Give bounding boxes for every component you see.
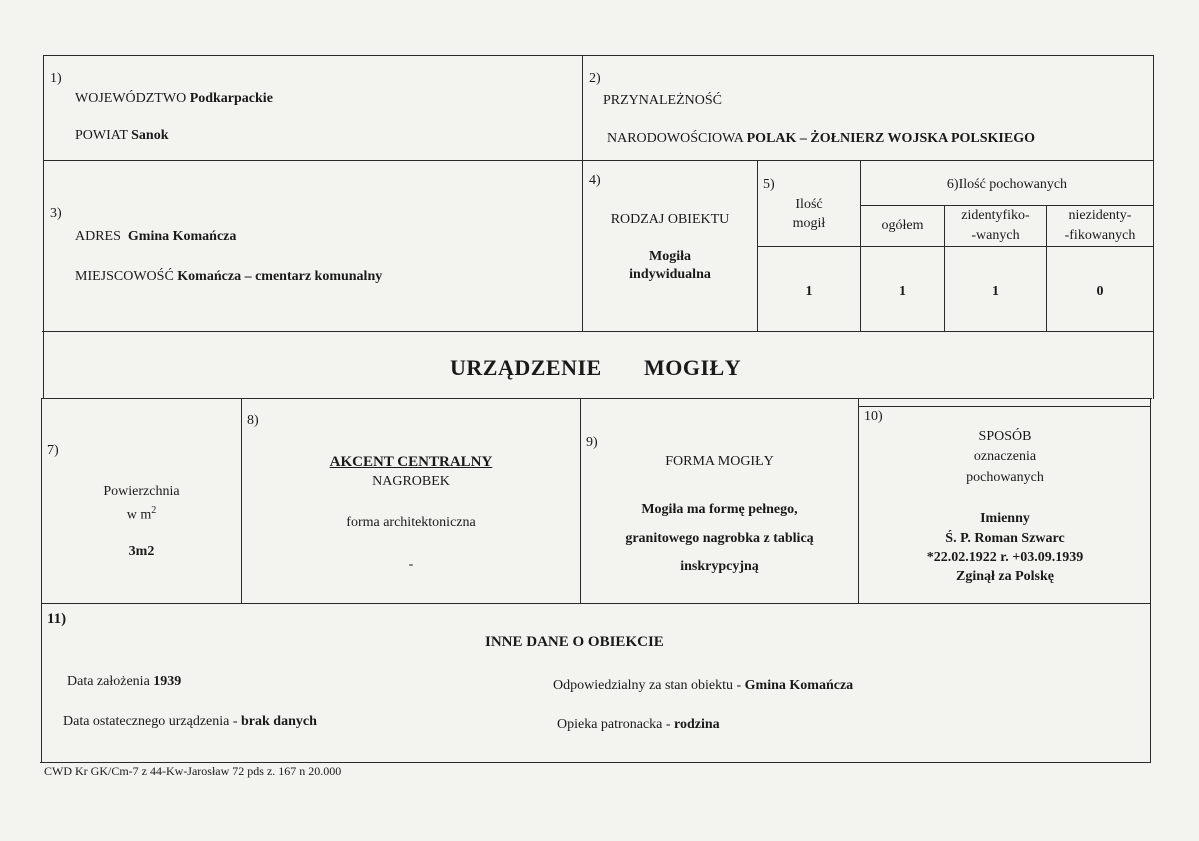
locality-value: Komańcza – cmentarz komunalny xyxy=(177,269,383,284)
buried-unidentified-value-text: 0 xyxy=(1096,284,1104,299)
cell10-number: 10) xyxy=(864,409,883,424)
rule-row1 xyxy=(43,160,1154,161)
buried-person-dates-text: *22.02.1922 r. +03.09.1939 xyxy=(926,550,1084,565)
buried-person-note-text: Zginął za Polskę xyxy=(955,569,1054,584)
voivodeship-field xyxy=(75,90,273,107)
address-value: Gmina Komańcza xyxy=(127,229,237,244)
area-value xyxy=(42,543,241,560)
rule-col5 xyxy=(757,160,758,331)
marking-method-value-1 xyxy=(859,510,1151,527)
final-arrangement-label: Data ostatecznego urządzenia - xyxy=(63,714,238,729)
buried-unidentified-value xyxy=(1047,283,1153,300)
voivodeship-label: WOJEWÓDZTWO xyxy=(75,91,187,106)
district-label: POWIAT xyxy=(75,128,128,143)
nationality-label-1: PRZYNALEŻNOŚĆ xyxy=(603,93,723,108)
buried-identified-label-2: -wanych xyxy=(971,228,1020,243)
cell3-number: 3) xyxy=(50,206,62,221)
cell5-number: 5) xyxy=(763,177,775,192)
rule-right-a xyxy=(1153,55,1154,399)
patronage-label: Opieka patronacka - xyxy=(557,717,671,732)
marking-method-label-3: pochowanych xyxy=(966,470,1044,485)
buried-total-value xyxy=(861,283,944,300)
area-value-text: 3m2 xyxy=(128,544,155,559)
nationality-label-2: NARODOWOŚCIOWA xyxy=(607,131,744,146)
nationality-value: POLAK – ŻOŁNIERZ WOJSKA POLSKIEGO xyxy=(746,131,1035,146)
buried-identified-value xyxy=(945,283,1046,300)
buried-identified-label-1: zidentyfiko- xyxy=(961,208,1030,223)
rule-col6-sub xyxy=(860,205,1153,206)
final-arrangement-value: brak danych xyxy=(241,714,317,729)
rule-row2 xyxy=(42,331,1154,332)
address-field xyxy=(75,228,236,245)
buried-total-label: ogółem xyxy=(881,218,924,233)
cell4-number: 4) xyxy=(589,173,601,188)
graves-count-value-text: 1 xyxy=(805,284,813,299)
buried-person-name-text: Ś. P. Roman Szwarc xyxy=(945,531,1065,546)
object-type-value-2-text: indywidualna xyxy=(629,267,711,282)
central-accent-heading xyxy=(242,454,580,471)
object-type-label: RODZAJ OBIEKTU xyxy=(610,212,730,227)
rule-left-a xyxy=(43,55,44,399)
graves-count-label-1: Ilość xyxy=(795,197,823,212)
object-type-value-1-text: Mogiła xyxy=(649,249,691,264)
cell8-number: 8) xyxy=(247,413,259,428)
area-label-2-text: w m xyxy=(126,507,152,523)
address-label: ADRES xyxy=(75,229,121,244)
architectural-form-value: - xyxy=(408,557,414,572)
buried-person-name xyxy=(859,530,1151,547)
tombstone-label: NAGROBEK xyxy=(372,474,450,489)
form-footer-code: CWD Kr GK/Cm-7 z 44-Kw-Jarosław 72 pds z. 167 n 20.000 xyxy=(44,764,342,778)
marking-method-value-1-text: Imienny xyxy=(980,511,1030,526)
grave-form-value-3-text: inskrypcyjną xyxy=(680,559,759,574)
grave-form-value-2-text: granitowego nagrobka z tablicą xyxy=(625,531,814,546)
rule-left-b xyxy=(41,398,42,762)
rule-col-mid xyxy=(582,55,583,331)
cell7-number: 7) xyxy=(47,443,59,458)
graves-count-value xyxy=(758,283,860,300)
rule-cell10-top xyxy=(858,406,1151,407)
area-label-2 xyxy=(42,502,241,524)
marking-method-label-2: oznaczenia xyxy=(973,449,1037,464)
grave-form-value-3 xyxy=(581,558,858,575)
locality-field xyxy=(75,268,382,285)
patronage-field xyxy=(557,716,720,733)
rule-top xyxy=(43,55,1154,56)
cell1-number: 1) xyxy=(50,71,62,86)
buried-person-dates xyxy=(859,549,1151,566)
buried-identified-value-text: 1 xyxy=(992,284,999,299)
cell2-number: 2) xyxy=(589,71,601,86)
grave-form-value-2 xyxy=(581,530,858,547)
marking-method-label-1: SPOSÓB xyxy=(978,429,1032,444)
object-type-value-1 xyxy=(583,248,757,265)
grave-form-label: FORMA MOGIŁY xyxy=(665,454,774,469)
rule-row4 xyxy=(41,603,1151,604)
district-field xyxy=(75,127,169,144)
section-title-2: MOGIŁY xyxy=(644,355,742,380)
architectural-form-label: forma architektoniczna xyxy=(346,515,476,530)
responsible-field xyxy=(553,677,853,694)
district-value: Sanok xyxy=(131,128,169,143)
buried-unidentified-label-1: niezidenty- xyxy=(1068,208,1132,223)
area-unit-superscript: 2 xyxy=(151,505,157,516)
locality-label: MIEJSCOWOŚĆ xyxy=(75,269,174,284)
graves-count-label-2: mogił xyxy=(792,216,826,231)
section-title-1: URZĄDZENIE xyxy=(450,355,602,380)
voivodeship-value: Podkarpackie xyxy=(189,91,273,106)
final-arrangement-field xyxy=(63,713,317,730)
buried-unidentified-label-2: -fikowanych xyxy=(1064,228,1136,243)
area-label-1: Powierzchnia xyxy=(103,484,180,499)
object-type-value-2 xyxy=(583,266,757,283)
responsible-value: Gmina Komańcza xyxy=(744,678,854,693)
patronage-value: rodzina xyxy=(674,717,720,732)
buried-person-note xyxy=(859,568,1151,585)
responsible-label: Odpowiedzialny za stan obiektu - xyxy=(553,678,742,693)
rule-row3 xyxy=(42,398,1152,399)
nationality-field xyxy=(607,130,1035,147)
grave-form-value-1 xyxy=(581,501,858,518)
founding-date-field xyxy=(67,673,181,690)
founding-date-value: 1939 xyxy=(153,674,182,689)
cell9-number: 9) xyxy=(586,435,598,450)
founding-date-label: Data założenia xyxy=(67,674,150,689)
grave-form-value-1-text: Mogiła ma formę pełnego, xyxy=(641,502,798,517)
rule-col6-values xyxy=(757,246,1153,247)
cell11-number: 11) xyxy=(47,611,67,627)
buried-total-value-text: 1 xyxy=(899,284,906,299)
buried-count-header: 6)Ilość pochowanych xyxy=(946,177,1068,192)
other-data-heading: INNE DANE O OBIEKCIE xyxy=(485,634,664,650)
central-accent-heading-text: AKCENT CENTRALNY xyxy=(329,454,493,470)
